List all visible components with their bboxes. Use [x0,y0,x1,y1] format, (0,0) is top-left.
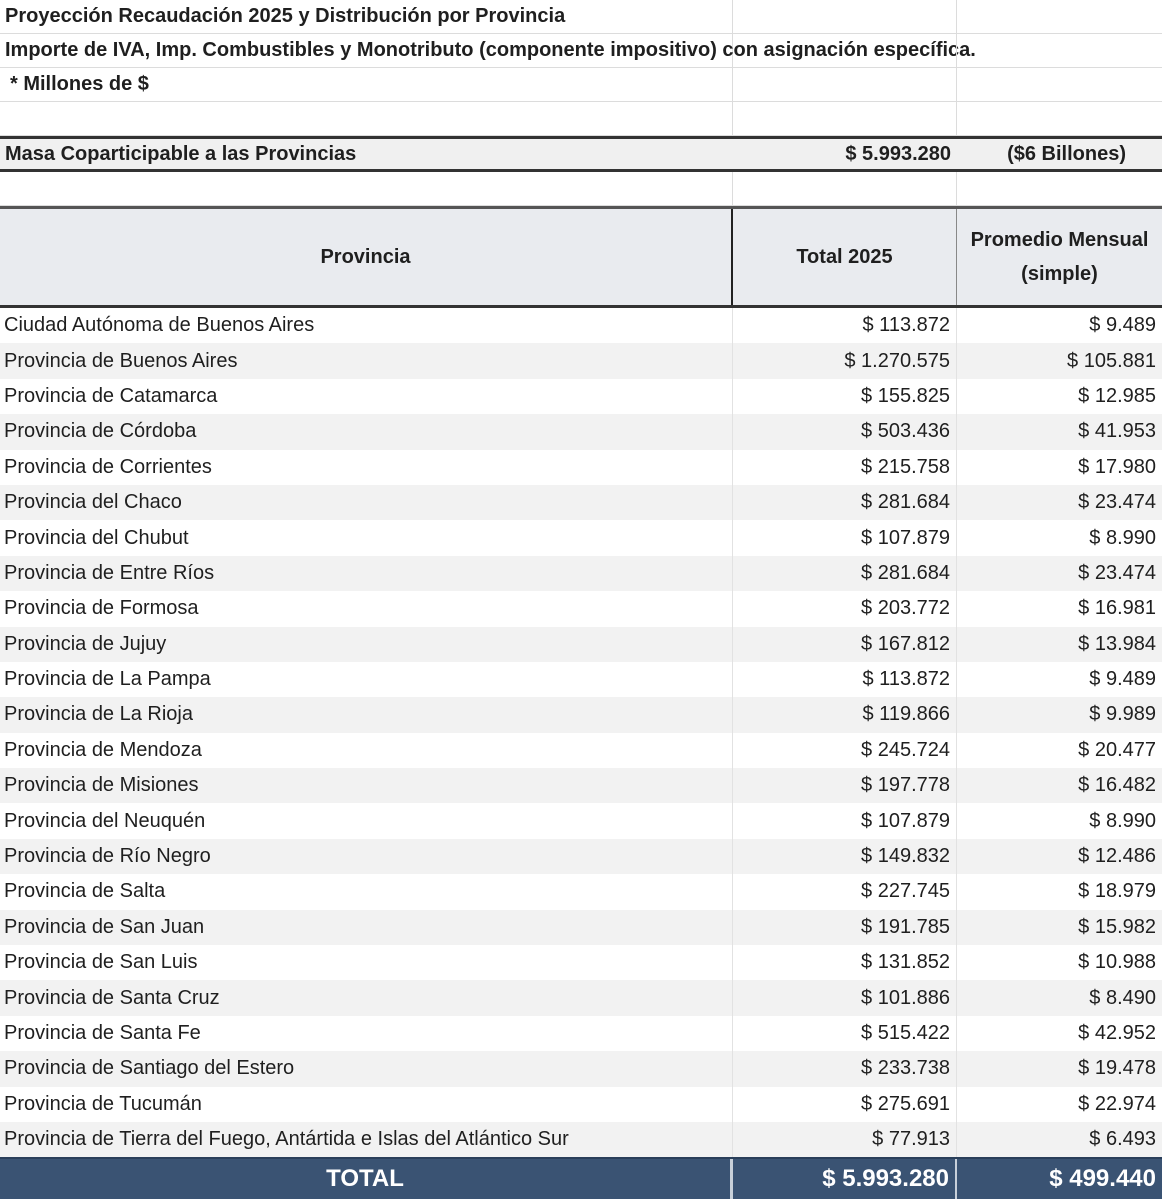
total-cell[interactable]: $ 131.852 [733,945,957,980]
provincia-cell[interactable]: Provincia de Santiago del Estero [0,1051,733,1086]
table-row [0,556,1162,591]
table-row [0,520,1162,555]
provincia-cell[interactable]: Provincia de Formosa [0,591,733,626]
provincia-cell[interactable]: Provincia de Santa Cruz [0,980,733,1015]
table-row [0,343,1162,378]
blank-row [0,172,1162,206]
table-row [0,1016,1162,1051]
total-cell[interactable]: $ 197.778 [733,768,957,803]
provincia-cell[interactable]: Provincia de Corrientes [0,450,733,485]
promedio-cell[interactable]: $ 17.980 [1078,455,1156,478]
total-label[interactable]: TOTAL [0,1159,733,1199]
empty-cell[interactable] [733,172,957,205]
promedio-cell[interactable]: $ 8.990 [1089,526,1156,549]
empty-cell[interactable] [733,102,957,135]
empty-cell[interactable] [957,34,1162,67]
empty-cell[interactable] [957,68,1162,101]
total-cell[interactable]: $ 203.772 [733,591,957,626]
provincia-cell[interactable]: Provincia de Santa Fe [0,1016,733,1051]
total-cell[interactable]: $ 167.812 [733,627,957,662]
provincia-cell[interactable]: Provincia de Mendoza [0,733,733,768]
provincia-cell[interactable]: Provincia del Chubut [0,520,733,555]
promedio-cell[interactable]: $ 6.493 [1089,1128,1156,1151]
provincia-cell[interactable]: Provincia de Entre Ríos [0,556,733,591]
total-cell[interactable]: $ 233.738 [733,1051,957,1086]
total-cell[interactable]: $ 245.724 [733,733,957,768]
promedio-cell[interactable]: $ 22.974 [1078,1092,1156,1115]
promedio-cell[interactable]: $ 12.985 [1078,384,1156,407]
table-row [0,697,1162,732]
empty-cell[interactable] [957,172,1162,205]
masa-value[interactable]: $ 5.993.280 [845,142,951,165]
total-cell[interactable]: $ 107.879 [733,520,957,555]
total-cell[interactable]: $ 1.270.575 [733,343,957,378]
sheet-subtitle[interactable]: Importe de IVA, Imp. Combustibles y Monotributo (componente impositivo) con asignación específica. [0,34,733,67]
promedio-cell[interactable]: $ 15.982 [1078,915,1156,938]
promedio-cell[interactable]: $ 8.990 [1089,809,1156,832]
table-row [0,910,1162,945]
provincia-cell[interactable]: Provincia del Chaco [0,485,733,520]
promedio-cell[interactable]: $ 20.477 [1078,738,1156,761]
empty-cell[interactable] [957,0,1162,33]
promedio-cell[interactable]: $ 41.953 [1078,420,1156,443]
table-row [0,414,1162,449]
table-row [0,803,1162,838]
table-row [0,733,1162,768]
provincia-cell[interactable]: Provincia de Tierra del Fuego, Antártida e Islas del Atlántico Sur [0,1122,733,1157]
provincia-cell[interactable]: Provincia de Córdoba [0,414,733,449]
promedio-cell[interactable]: $ 16.482 [1078,774,1156,797]
promedio-cell[interactable]: $ 23.474 [1078,561,1156,584]
table-row [0,308,1162,343]
units-row [0,68,1162,102]
promedio-cell[interactable]: $ 12.486 [1078,845,1156,868]
provincia-cell[interactable]: Provincia de San Juan [0,910,733,945]
subtitle-row [0,34,1162,68]
title-row [0,0,1162,34]
column-header-promedio-mensual[interactable]: Promedio Mensual (simple) [970,229,1149,285]
empty-cell[interactable] [733,68,957,101]
promedio-cell[interactable]: $ 105.881 [1067,349,1156,372]
table-row [0,485,1162,520]
provincia-cell[interactable]: Provincia de La Pampa [0,662,733,697]
masa-note[interactable]: ($6 Billones) [1007,142,1126,165]
total-cell[interactable]: $ 113.872 [733,308,957,343]
table-row [0,662,1162,697]
promedio-cell[interactable]: $ 9.989 [1089,703,1156,726]
empty-cell[interactable] [0,172,733,205]
table-row [0,980,1162,1015]
provincia-cell[interactable]: Provincia de Tucumán [0,1087,733,1122]
table-row [0,450,1162,485]
promedio-cell[interactable]: $ 18.979 [1078,880,1156,903]
total-cell[interactable]: $ 281.684 [733,556,957,591]
total-cell[interactable]: $ 107.879 [733,803,957,838]
total-cell[interactable]: $ 275.691 [733,1087,957,1122]
table-row [0,1087,1162,1122]
empty-cell[interactable] [957,102,1162,135]
provincia-cell[interactable]: Provincia de San Luis [0,945,733,980]
total-cell[interactable]: $ 191.785 [733,910,957,945]
promedio-cell[interactable]: $ 10.988 [1078,951,1156,974]
column-header-total-2025[interactable]: Total 2025 [733,209,957,305]
blank-row [0,102,1162,136]
promedio-cell[interactable]: $ 19.478 [1078,1057,1156,1080]
table-body [0,308,1162,1157]
total-cell[interactable]: $ 215.758 [733,450,957,485]
table-row [0,874,1162,909]
promedio-cell[interactable]: $ 42.952 [1078,1022,1156,1044]
total-promedio[interactable]: $ 499.440 [1049,1165,1156,1193]
total-value[interactable]: $ 5.993.280 [733,1159,957,1199]
sheet-title[interactable]: Proyección Recaudación 2025 y Distribución por Provincia [0,0,733,33]
masa-coparticipable-row [0,136,1162,172]
column-header-provincia[interactable]: Provincia [0,209,733,305]
provincia-cell[interactable]: Provincia de Misiones [0,768,733,803]
total-cell[interactable]: $ 281.684 [733,485,957,520]
provincia-cell[interactable]: Provincia de La Rioja [0,697,733,732]
provincia-cell[interactable]: Provincia de Salta [0,874,733,909]
empty-cell[interactable] [0,102,733,135]
table-header-row [0,206,1162,308]
promedio-cell[interactable]: $ 13.984 [1078,632,1156,655]
promedio-cell[interactable]: $ 16.981 [1078,597,1156,620]
table-row [0,379,1162,414]
total-cell[interactable]: $ 149.832 [733,839,957,874]
total-cell[interactable]: $ 101.886 [733,980,957,1015]
table-row [0,1051,1162,1086]
total-cell[interactable]: $ 113.872 [733,662,957,697]
table-row [0,1122,1162,1157]
table-row [0,839,1162,874]
units-note[interactable]: * Millones de $ [0,68,733,101]
provincia-cell[interactable]: Ciudad Autónoma de Buenos Aires [0,308,733,343]
promedio-cell[interactable]: $ 9.489 [1089,314,1156,337]
table-row [0,768,1162,803]
masa-label[interactable]: Masa Coparticipable a las Provincias [5,142,357,165]
provincia-cell[interactable]: Provincia del Neuquén [0,803,733,838]
promedio-cell[interactable]: $ 8.490 [1089,986,1156,1009]
total-cell[interactable]: $ 155.825 [733,379,957,414]
provincia-cell[interactable]: Provincia de Catamarca [0,379,733,414]
empty-cell[interactable] [733,34,957,67]
empty-cell[interactable] [733,0,957,33]
provincia-cell[interactable]: Provincia de Jujuy [0,627,733,662]
total-row [0,1157,1162,1199]
promedio-cell[interactable]: $ 9.489 [1089,668,1156,691]
total-cell[interactable]: $ 515.422 [733,1016,957,1051]
provincia-cell[interactable]: Provincia de Río Negro [0,839,733,874]
total-cell[interactable]: $ 503.436 [733,414,957,449]
promedio-cell[interactable]: $ 23.474 [1078,491,1156,514]
total-cell[interactable]: $ 119.866 [733,697,957,732]
provincia-cell[interactable]: Provincia de Buenos Aires [0,343,733,378]
total-cell[interactable]: $ 77.913 [733,1122,957,1157]
table-row [0,627,1162,662]
table-row [0,945,1162,980]
table-row [0,591,1162,626]
total-cell[interactable]: $ 227.745 [733,874,957,909]
